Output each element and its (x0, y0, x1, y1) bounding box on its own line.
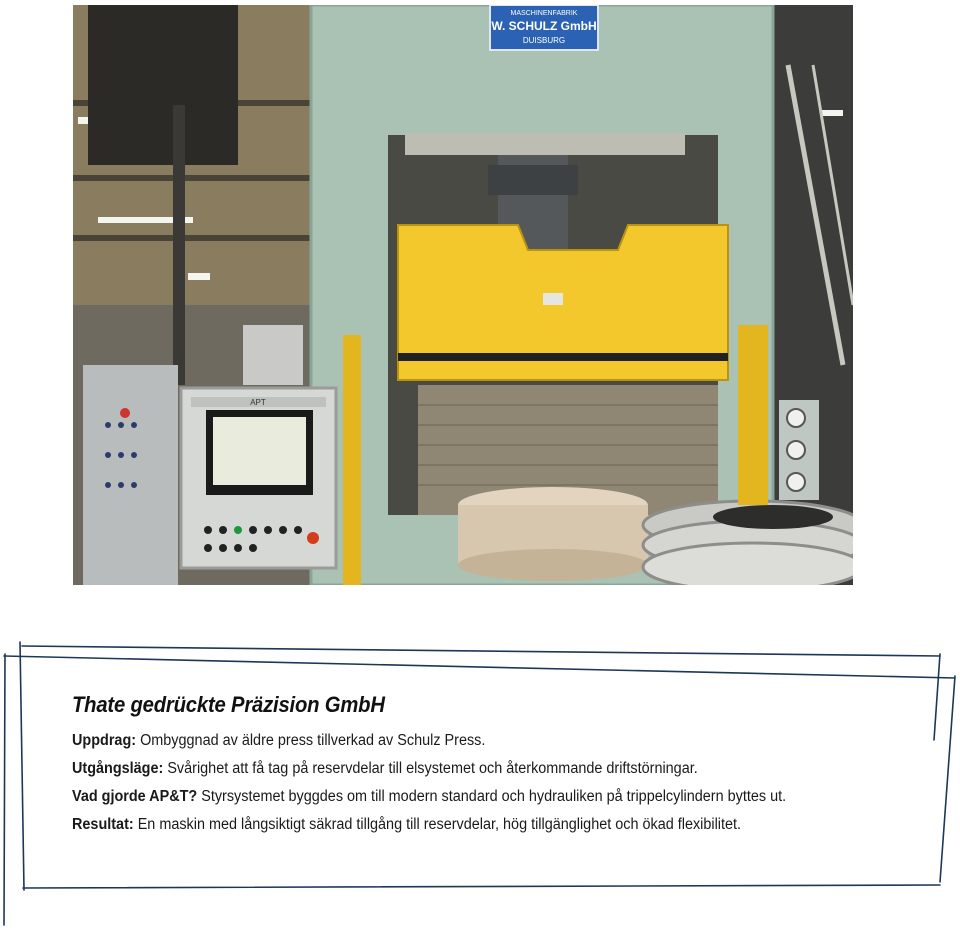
frame-left-line (20, 642, 24, 890)
value-assignment: Ombyggnad av äldre press tillverkad av Schulz Press. (136, 732, 486, 749)
frame-bottom-line (23, 885, 940, 888)
press-machine-photo (73, 5, 853, 585)
row-what-was-done (72, 783, 872, 811)
label-starting-point: Utgångsläge: (72, 760, 164, 777)
value-starting-point: Svårighet att få tag på reservdelar till elsystemet och återkommande driftstörningar. (163, 760, 698, 777)
sign-line-3: DUISBURG (522, 36, 566, 45)
frame-right-line-2 (940, 676, 955, 882)
frame-top-line (22, 646, 940, 656)
case-description (72, 692, 932, 839)
value-what-was-done: Styrsystemet byggdes om till modern standard och hydrauliken på trippelcylindern byttes ut. (197, 788, 787, 805)
row-assignment (72, 727, 872, 755)
sign-line-1: MASCHINENFABRIK (510, 10, 578, 17)
panel-brand-label: APT (250, 398, 266, 407)
label-assignment: Uppdrag: (72, 732, 137, 749)
row-result (72, 811, 872, 839)
frame-left-line-2 (4, 654, 5, 925)
frame-right-top-line (934, 654, 940, 740)
company-title: Thate gedrückte Präzision GmbH (72, 692, 385, 717)
value-result: En maskin med långsiktigt säkrad tillgång till reservdelar, hög tillgänglighet och ökad flexibilitet. (133, 816, 742, 833)
sign-line-2: W. SCHULZ GmbH (491, 19, 597, 33)
label-what-was-done: Vad gjorde AP&T? (72, 788, 198, 805)
row-starting-point (72, 755, 872, 783)
label-result: Resultat: (72, 816, 134, 833)
frame-top-line-2 (4, 656, 955, 678)
